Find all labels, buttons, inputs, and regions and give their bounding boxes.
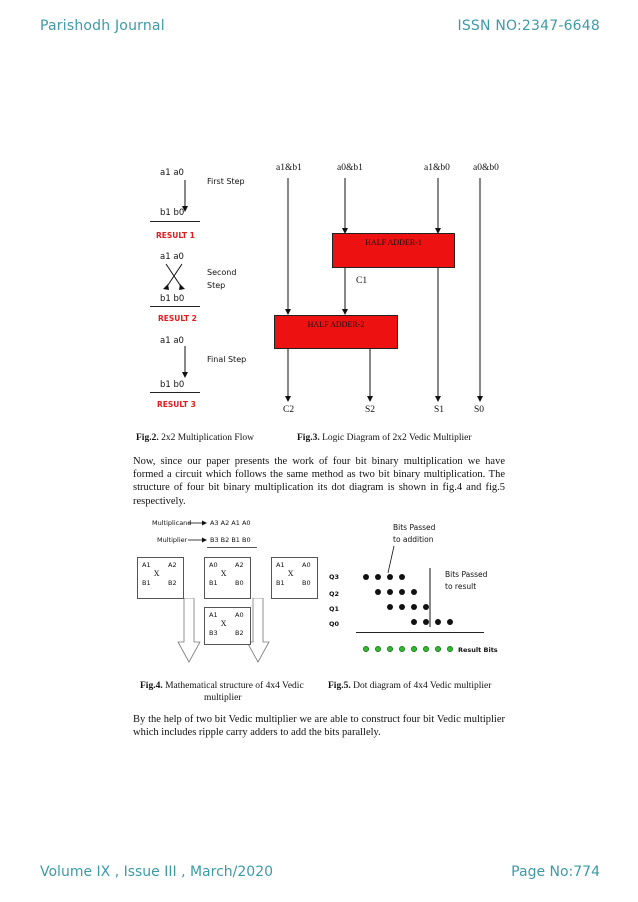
fig5-bits-result-line2: to result bbox=[445, 582, 477, 591]
fig4-box2-br: B0 bbox=[235, 579, 244, 587]
fig4-box4-tr: A0 bbox=[235, 611, 244, 619]
fig3-wires bbox=[270, 176, 500, 406]
fig4-box1-tl: A1 bbox=[142, 561, 151, 569]
fig4-box4-br: B2 bbox=[235, 629, 244, 637]
fig5-bits-addition-line2: to addition bbox=[393, 535, 434, 544]
fig4-box2-x: X bbox=[221, 569, 227, 578]
fig5-dot-q2 bbox=[375, 589, 381, 595]
fig3-half-adder-1: HALF ADDER-1 bbox=[332, 233, 455, 268]
fig5-caption-label: Fig.5. bbox=[328, 681, 351, 691]
fig4-multiplier-label: Multiplier bbox=[157, 536, 188, 544]
fig5-caption-text: Dot diagram of 4x4 Vedic multiplier bbox=[350, 681, 492, 691]
fig4-caption bbox=[140, 680, 320, 704]
fig2-step1-bottom: b1 b0 bbox=[160, 208, 185, 218]
fig3-caption-text: Logic Diagram of 2x2 Vedic Multiplier bbox=[319, 433, 472, 443]
fig5-row-q2: Q2 bbox=[329, 590, 340, 598]
fig2-caption bbox=[136, 432, 254, 444]
page-number: Page No:774 bbox=[511, 864, 600, 880]
fig2-step3-top: a1 a0 bbox=[160, 336, 184, 346]
fig2-caption-label: Fig.2. bbox=[136, 433, 159, 443]
fig3-output-c2: C2 bbox=[283, 405, 295, 415]
fig5-sum-rule bbox=[356, 632, 484, 633]
fig2-result3: RESULT 3 bbox=[157, 400, 196, 409]
body-paragraph-2: By the help of two bit Vedic multiplier we are able to construct four bit Vedic multiplier which includes ripple carry adders to add the bits parallely. bbox=[133, 714, 505, 739]
fig4-box4-tl: A1 bbox=[209, 611, 218, 619]
fig4-caption-text: Mathematical structure of 4x4 Vedic bbox=[162, 681, 304, 691]
fig2-step3-rule bbox=[150, 392, 200, 393]
fig5-row-q0: Q0 bbox=[329, 620, 340, 628]
fig3-input-a0b0: a0&b0 bbox=[473, 163, 499, 173]
fig5-dot-q1 bbox=[387, 604, 393, 610]
fig5-dot-q0 bbox=[423, 619, 429, 625]
fig5-row-q1: Q1 bbox=[329, 605, 340, 613]
fig2-step3-bottom: b1 b0 bbox=[160, 380, 185, 390]
fig5-dot-q3 bbox=[375, 574, 381, 580]
fig4-caption-label: Fig.4. bbox=[140, 681, 163, 691]
fig4-multiplicand-value: A3 A2 A1 A0 bbox=[210, 519, 251, 527]
fig3-input-a0b1: a0&b1 bbox=[337, 163, 363, 173]
issn-number: ISSN NO:2347-6648 bbox=[457, 18, 600, 34]
fig3-carry-c1: C1 bbox=[356, 276, 368, 286]
fig5-result-label: Result Bits bbox=[458, 646, 498, 654]
fig3-input-a1b0: a1&b0 bbox=[424, 163, 450, 173]
fig5-result-dot bbox=[447, 646, 453, 652]
fig4-box2-tr: A2 bbox=[235, 561, 244, 569]
fig5-result-dot bbox=[375, 646, 381, 652]
fig5-dot-q3 bbox=[363, 574, 369, 580]
fig4-box3-br: B0 bbox=[302, 579, 311, 587]
fig5-result-dot bbox=[399, 646, 405, 652]
fig2-step2-label2: Step bbox=[207, 281, 226, 290]
fig5-dot-q1 bbox=[399, 604, 405, 610]
fig5-result-dot bbox=[423, 646, 429, 652]
fig5-row-q3: Q3 bbox=[329, 573, 340, 581]
fig5-result-dot bbox=[411, 646, 417, 652]
fig5-result-dot bbox=[363, 646, 369, 652]
fig3-output-s2: S2 bbox=[365, 405, 376, 415]
fig3-output-s0: S0 bbox=[474, 405, 485, 415]
fig2-step1-rule bbox=[150, 221, 200, 222]
fig4-box1-tr: A2 bbox=[168, 561, 177, 569]
fig4-box1-bl: B1 bbox=[142, 579, 151, 587]
fig4-partial-box-3 bbox=[271, 557, 318, 599]
fig2-result1: RESULT 1 bbox=[156, 231, 195, 240]
journal-name: Parishodh Journal bbox=[40, 18, 165, 34]
fig4-multiplier-arrow bbox=[187, 536, 209, 544]
fig4-box1-br: B2 bbox=[168, 579, 177, 587]
fig2-step3-label: Final Step bbox=[207, 355, 247, 364]
fig5-result-dot bbox=[387, 646, 393, 652]
fig4-caption-text2: multiplier bbox=[204, 693, 242, 703]
fig4-box4-x: X bbox=[221, 619, 227, 628]
fig4-multiplier-value: B3 B2 B1 B0 bbox=[210, 536, 251, 544]
fig4-multiplicand-arrow bbox=[187, 519, 209, 527]
fig3-half-adder-2: HALF ADDER-2 bbox=[274, 315, 398, 349]
fig4-partial-box-2 bbox=[204, 557, 251, 599]
fig4-box3-tr: A0 bbox=[302, 561, 311, 569]
fig3-output-s1: S1 bbox=[434, 405, 445, 415]
fig5-dot-q0 bbox=[447, 619, 453, 625]
fig5-dot-q0 bbox=[435, 619, 441, 625]
fig5-dot-q1 bbox=[423, 604, 429, 610]
fig5-dot-q3 bbox=[399, 574, 405, 580]
fig2-step2-top: a1 a0 bbox=[160, 252, 184, 262]
fig5-dot-q1 bbox=[411, 604, 417, 610]
fig5-dot-q2 bbox=[399, 589, 405, 595]
fig4-box3-bl: B1 bbox=[276, 579, 285, 587]
fig4-box3-tl: A1 bbox=[276, 561, 285, 569]
fig4-box3-x: X bbox=[288, 569, 294, 578]
volume-issue: Volume IX , Issue III , March/2020 bbox=[40, 864, 274, 880]
fig3-caption-label: Fig.3. bbox=[297, 433, 320, 443]
fig5-result-dot bbox=[435, 646, 441, 652]
fig4-box2-bl: B1 bbox=[209, 579, 218, 587]
fig4-box2-tl: A0 bbox=[209, 561, 218, 569]
fig5-dot-q0 bbox=[411, 619, 417, 625]
fig4-rule bbox=[207, 547, 257, 548]
fig2-step2-bottom: b1 b0 bbox=[160, 294, 185, 304]
fig4-multiplicand-label: Multiplicand bbox=[152, 519, 192, 527]
fig5-caption bbox=[328, 680, 491, 692]
fig2-step1-top: a1 a0 bbox=[160, 168, 184, 178]
fig2-step2-rule bbox=[150, 306, 200, 307]
fig5-dot-q2 bbox=[411, 589, 417, 595]
fig2-step2-label1: Second bbox=[207, 268, 237, 277]
fig3-input-a1b1: a1&b1 bbox=[276, 163, 302, 173]
fig5-dot-q3 bbox=[387, 574, 393, 580]
fig5-dot-q2 bbox=[387, 589, 393, 595]
fig2-step1-label: First Step bbox=[207, 177, 245, 186]
fig4-box1-x: X bbox=[154, 569, 160, 578]
fig2-caption-text: 2x2 Multiplication Flow bbox=[158, 433, 254, 443]
fig4-partial-box-4 bbox=[204, 607, 251, 645]
fig3-caption bbox=[297, 432, 472, 444]
fig2-step3-arrow bbox=[150, 346, 210, 380]
fig4-box4-bl: B3 bbox=[209, 629, 218, 637]
fig2-result2: RESULT 2 bbox=[158, 314, 197, 323]
fig5-bits-addition-line1: Bits Passed bbox=[393, 523, 436, 532]
fig2-step2-cross bbox=[160, 262, 190, 294]
body-paragraph-1: Now, since our paper presents the work of four bit binary multiplication we have formed a circuit which follows the same method as two bit binary multiplication. The structure of four bit binary multiplication its dot diagram is shown in fig.4 and fig.5 respectively. bbox=[133, 456, 505, 507]
fig5-bits-result-line1: Bits Passed bbox=[445, 570, 488, 579]
fig4-partial-box-1 bbox=[137, 557, 184, 599]
